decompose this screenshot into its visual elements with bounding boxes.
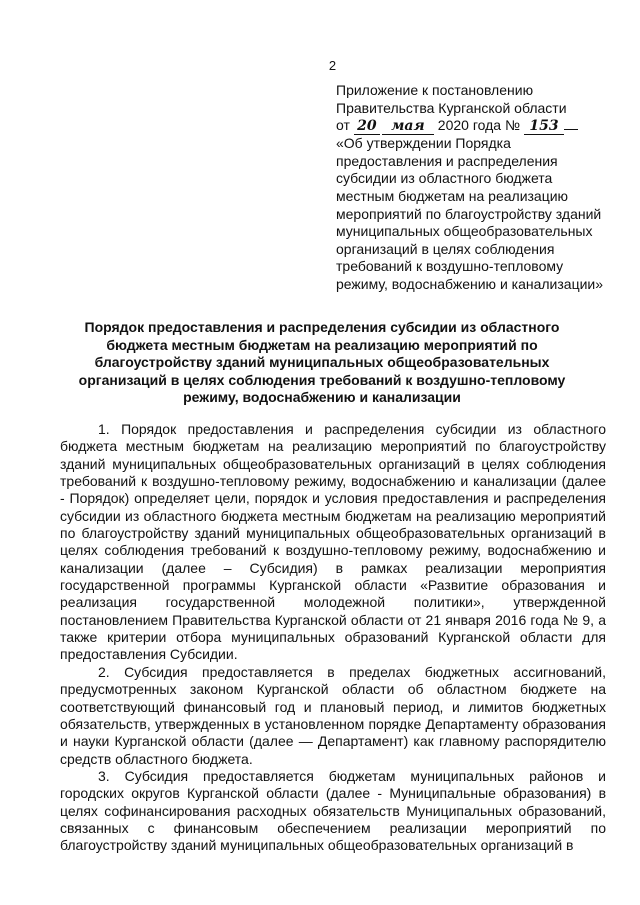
appendix-date-line xyxy=(336,117,611,135)
year-text: 2020 года № xyxy=(437,117,520,134)
underline-trail xyxy=(564,117,578,130)
paragraph-3: 3. Субсидия предоставляется бюджетам муниципальных районов и городских округов Курганской области (далее - Муниципальные образования) в целях софинансирования расходных обязательств Муниципальных образований, связанных с финансовым обеспечением реализации мероприятий по благоустройству зданий муниципальных общеобразовательных организаций в xyxy=(60,767,606,854)
page-number: 2 xyxy=(328,58,337,73)
document-title: Порядок предоставления и распределения субсидии из областного бюджета местным бюджетам на реализацию мероприятий по благоустройству зданий муниципальных общеобразовательных организаций в целях соблюдения требований к воздушно-тепловому режиму, водоснабжению и канализации xyxy=(78,319,566,405)
paragraph-1: 1. Порядок предоставления и распределения субсидии из областного бюджета местным бюджетам на реализацию мероприятий по благоустройству зданий муниципальных общеобразовательных организаций в целях соблюдения требований к воздушно-тепловому режиму, водоснабжению и канализации (далее - Порядок) определяет цели, порядок и условия предоставления и распределения субсидии из областного бюджета местным бюджетам на реализацию мероприятий по благоустройству зданий муниципальных общеобразовательных организаций в целях соблюдения требований к воздушно-тепловому режиму, водоснабжению и канализации (далее – Субсидия) в рамках реализации мероприятия государственной программы Курганской области «Развитие образования и реализация государственной молодежной политики», утвержденной постановлением Правительства Курганской области от 21 января 2016 года № 9, а также критерии отбора муниципальных образований Курганской области для предоставления Субсидии. xyxy=(60,421,606,663)
handwritten-decree-number: 153 xyxy=(524,119,564,135)
handwritten-date-day: 20 xyxy=(354,119,380,135)
from-label: от xyxy=(336,117,350,134)
document-body xyxy=(60,421,606,855)
paragraph-2: 2. Субсидия предоставляется в пределах бюджетных ассигнований, предусмотренных законом Курганской области об областном бюджете на соответствующий финансовый год и плановый период, и лимитов бюджетных обязательств, утвержденных в установленном порядке Департаменту образования и науки Курганской области (далее — Департамент) как главному распорядителю средств областного бюджета. xyxy=(60,663,606,767)
appendix-block xyxy=(336,82,611,294)
appendix-line-2: Правительства Курганской области xyxy=(336,99,567,116)
appendix-about: «Об утверждении Порядка предоставления и распределения субсидии из областного бюджета местным бюджетам на реализацию мероприятий по благоустройству зданий муниципальных общеобразовательных организаций в целях соблюдения требований к воздушно-тепловому режиму, водоснабжению и канализации» xyxy=(336,135,604,292)
handwritten-date-month: мая xyxy=(382,119,434,135)
appendix-line-1: Приложение к постановлению xyxy=(336,82,534,98)
